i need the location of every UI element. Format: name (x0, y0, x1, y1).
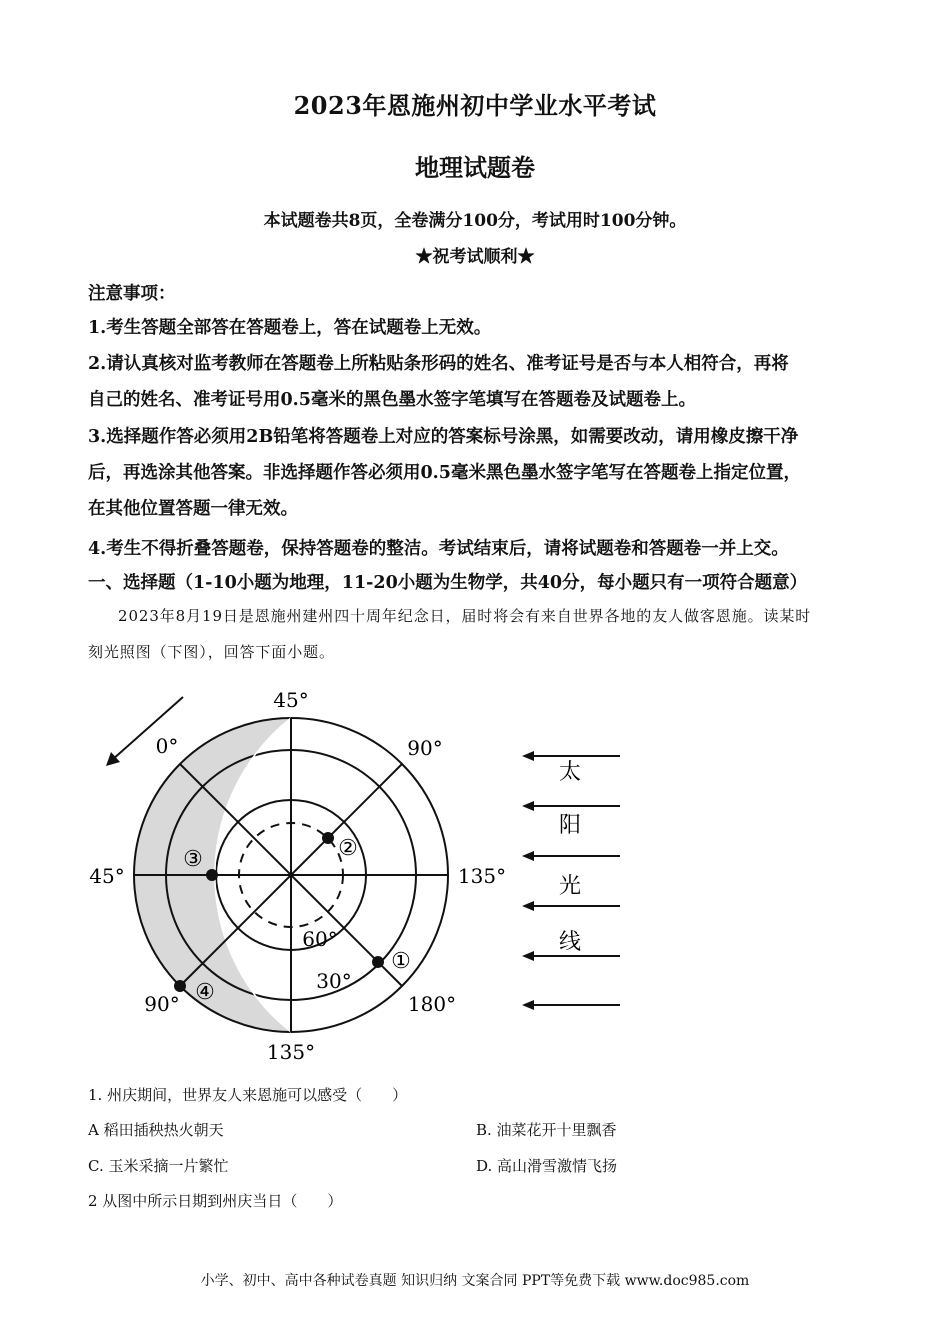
sun-ray-head (522, 751, 534, 761)
intro-line: 2023年8月19日是恩施州建州四十周年纪念日，届时将会有来自世界各地的友人做客恩施。读某时 (118, 607, 812, 625)
page-footer: 小学、初中、高中各种试卷真题 知识归纳 文案合同 PPT等免费下载 www.doc985.com (200, 1273, 750, 1289)
note-line: 1.考生答题全部答在答题卷上，答在试题卷上无效。 (88, 318, 492, 338)
sun-label-char: 太 (558, 760, 582, 785)
sun-label-char: 光 (558, 874, 582, 899)
exam-subtitle: 地理试题卷 (415, 153, 535, 182)
label-point-3: ③ (183, 847, 203, 872)
note-line: 3.选择题作答必须用2B铅笔将答题卷上对应的答案标号涂黑，如需要改动，请用橡皮擦干净 (88, 427, 799, 447)
sun-label-char: 线 (558, 930, 582, 955)
label-lon-0: 0° (155, 734, 179, 758)
sun-label-char: 阳 (558, 813, 582, 838)
sun-ray-head (522, 851, 534, 861)
label-lon-180: 180° (407, 992, 457, 1016)
sun-ray-head (522, 901, 534, 911)
note-line: 4.考生不得折叠答题卷，保持答题卷的整洁。考试结束后，请将试题卷和答题卷一并上交。 (88, 539, 789, 559)
label-lon-top: 45° (273, 688, 309, 712)
sun-ray-head (522, 951, 534, 961)
section-heading: 一、选择题（1-10小题为地理，11-20小题为生物学，共40分，每小题只有一项符合题意） (88, 573, 808, 593)
point-1-dot (372, 956, 384, 968)
exam-title: 2023年恩施州初中学业水平考试 (293, 91, 657, 120)
question-2-stem: 2 从图中所示日期到州庆当日（ ） (88, 1192, 343, 1210)
note-line: 在其他位置答题一律无效。 (88, 499, 298, 519)
label-point-1: ① (391, 949, 411, 974)
question-1-option-b: B. 油菜花开十里飘香 (476, 1121, 617, 1139)
sun-ray-head (522, 801, 534, 811)
question-1-option-a: A 稻田插秧热火朝天 (88, 1121, 224, 1139)
label-lon-135-bottom: 135° (266, 1040, 316, 1064)
question-1-option-d: D. 高山滑雪激情飞扬 (476, 1157, 618, 1175)
note-line: 2.请认真核对监考教师在答题卷上所粘贴条形码的姓名、准考证号是否与本人相符合，再将 (88, 354, 789, 374)
exam-info: 本试题卷共8页，全卷满分100分，考试用时100分钟。 (263, 211, 687, 231)
intro-line: 刻光照图（下图），回答下面小题。 (88, 643, 335, 661)
point-3-dot (206, 869, 218, 881)
note-line: 自己的姓名、准考证号用0.5毫米的黑色墨水签字笔填写在答题卷及试题卷上。 (88, 390, 696, 410)
label-lon-135-right: 135° (457, 864, 507, 888)
point-2-dot (322, 832, 334, 844)
label-point-2: ② (338, 836, 358, 861)
label-lon-90-top: 90° (407, 736, 443, 760)
label-point-4: ④ (195, 980, 215, 1005)
label-lon-90-bottom: 90° (144, 992, 180, 1016)
question-1-stem: 1. 州庆期间，世界友人来恩施可以感受（ ） (88, 1086, 408, 1104)
exam-wish: ★祝考试顺利★ (415, 247, 535, 267)
sun-ray-head (522, 1000, 534, 1010)
label-lat-30: 30° (316, 969, 352, 993)
illumination-diagram (0, 660, 950, 1080)
point-4-dot (174, 980, 186, 992)
note-line: 后，再选涂其他答案。非选择题作答必须用0.5毫米黑色墨水签字笔写在答题卷上指定位置， (88, 463, 801, 483)
question-1-option-c: C. 玉米采摘一片繁忙 (88, 1157, 229, 1175)
notes-heading: 注意事项： (88, 284, 176, 304)
label-lat-60: 60° (302, 927, 338, 951)
label-lon-45-left: 45° (89, 864, 125, 888)
